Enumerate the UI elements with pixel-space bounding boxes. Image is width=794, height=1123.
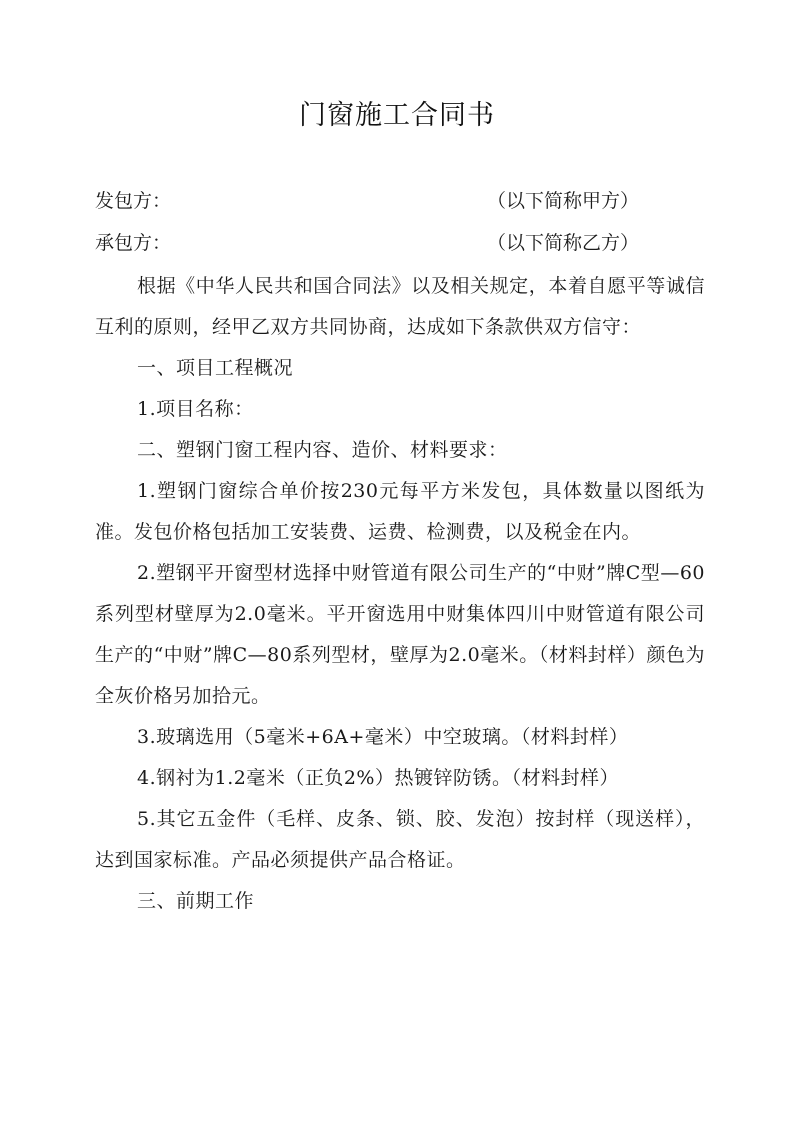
party-b-note: （以下简称乙方）: [487, 232, 640, 254]
section-heading-window-work: 二、塑钢门窗工程内容、造价、材料要求：: [137, 439, 508, 461]
section-heading-preliminary-work: 三、前期工作: [137, 890, 255, 912]
project-name-item: 1.项目名称：: [137, 398, 254, 420]
clause-glass: 3.玻璃选用（5毫米+6A+毫米）中空玻璃。（材料封样）: [137, 726, 629, 748]
preamble-paragraph: 根据《中华人民共和国合同法》以及相关规定，本着自愿平等诚信互利的原则，经甲乙双方共同协商，达成如下条款供双方信守：: [95, 275, 705, 338]
clause-profile-material: 2.塑钢平开窗型材选择中财管道有限公司生产的“中财”牌C型—60系列型材壁厚为2.0毫米。平开窗选用中财集体四川中财管道有限公司生产的“中财”牌C—80系列型材，壁厚为2.0毫米。（材料封样）颜色为全灰价格另加拾元。: [95, 562, 705, 707]
party-a-note: （以下简称甲方）: [487, 190, 640, 212]
clause-unit-price: 1.塑钢门窗综合单价按230元每平方米发包，具体数量以图纸为准。发包价格包括加工安装费、运费、检测费，以及税金在内。: [95, 480, 705, 543]
party-a-label: 发包方：: [95, 190, 172, 212]
party-b-label: 承包方：: [95, 232, 172, 254]
contract-body: [95, 266, 705, 922]
clause-hardware: 5.其它五金件（毛样、皮条、锁、胶、发泡）按封样（现送样），达到国家标准。产品必须提供产品合格证。: [95, 808, 705, 871]
section-heading-project-overview: 一、项目工程概况: [137, 357, 294, 379]
document-title: 门窗施工合同书: [299, 100, 495, 131]
clause-steel-lining: 4.钢衬为1.2毫米（正负2%）热镀锌防锈。（材料封样）: [137, 767, 619, 789]
